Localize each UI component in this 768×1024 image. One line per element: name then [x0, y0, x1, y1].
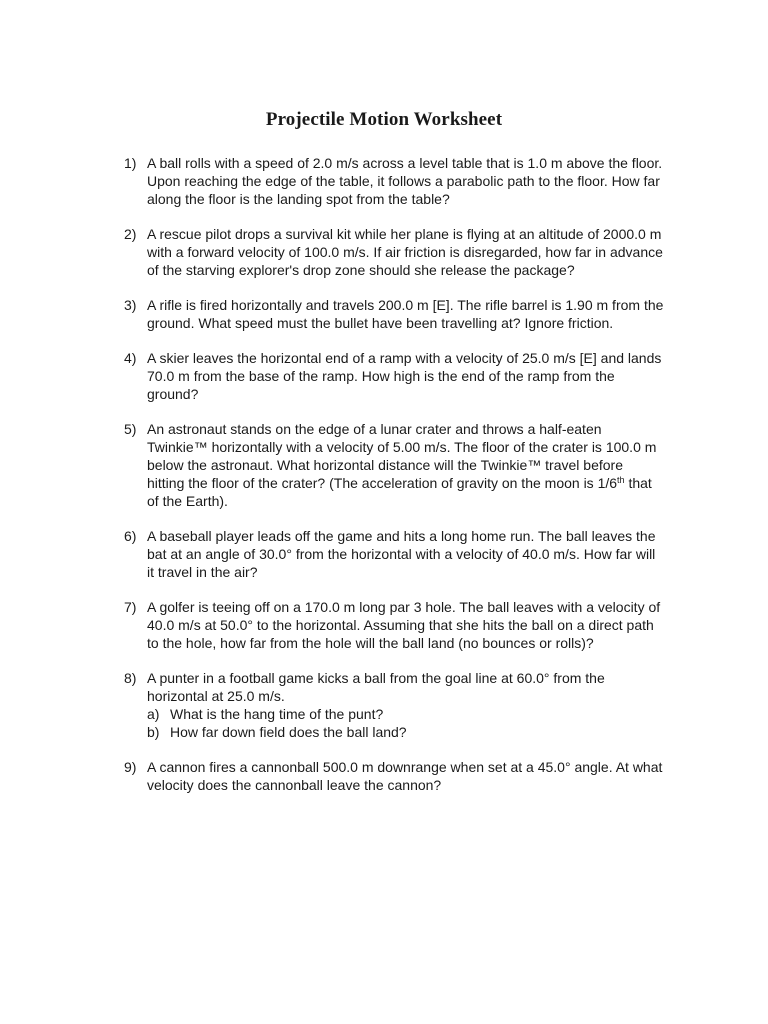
subpart-text: What is the hang time of the punt? [170, 706, 384, 722]
subpart-b [147, 723, 664, 741]
question-8 [124, 669, 664, 741]
question-6 [124, 527, 664, 581]
question-number: 1) [124, 155, 137, 171]
question-number: 8) [124, 670, 137, 686]
question-number: 5) [124, 421, 137, 437]
question-text-main: An astronaut stands on the edge of a lunar crater and throws a half-eaten Twinkie™ horizontally with a velocity of 5.00 m/s. The floor of the crater is 100.0 m below the astronaut. What horizontal distance will the Twinkie™ travel before hitting the floor of the crater? (The acceleration of gravity on the moon is 1/6 [147, 421, 657, 491]
question-text: A rescue pilot drops a survival kit while her plane is flying at an altitude of 2000.0 m with a forward velocity of 100.0 m/s. If air friction is disregarded, how far in advance of the starving explorer's drop zone should she release the package? [147, 226, 663, 278]
question-number: 3) [124, 297, 137, 313]
question-text-tail: that of the Earth). [147, 475, 652, 509]
question-number: 9) [124, 759, 137, 775]
subpart-a [147, 705, 664, 723]
question-2 [124, 225, 664, 279]
subpart-label: b) [147, 724, 160, 740]
question-number: 7) [124, 599, 137, 615]
question-7 [124, 598, 664, 652]
ordinal-superscript: th [617, 475, 625, 485]
question-text: A skier leaves the horizontal end of a ramp with a velocity of 25.0 m/s [E] and lands 70.0 m from the base of the ramp. How high is the end of the ramp from the ground? [147, 350, 662, 402]
question-text: A rifle is fired horizontally and travels 200.0 m [E]. The rifle barrel is 1.90 m from the ground. What speed must the bullet have been travelling at? Ignore friction. [147, 297, 664, 331]
question-text: A baseball player leads off the game and hits a long home run. The ball leaves the bat at an angle of 30.0° from the horizontal with a velocity of 40.0 m/s. How far will it travel in the air? [147, 528, 656, 580]
question-text: A golfer is teeing off on a 170.0 m long par 3 hole. The ball leaves with a velocity of 40.0 m/s at 50.0° to the horizontal. Assuming that she hits the ball on a direct path to the hole, how far from the hole will the ball land (no bounces or rolls)? [147, 599, 661, 651]
question-number: 6) [124, 528, 137, 544]
question-3 [124, 296, 664, 332]
subpart-label: a) [147, 706, 160, 722]
question-4 [124, 349, 664, 403]
question-5 [124, 420, 664, 510]
question-number: 4) [124, 350, 137, 366]
subpart-text: How far down field does the ball land? [170, 724, 407, 740]
question-number: 2) [124, 226, 137, 242]
page-title: Projectile Motion Worksheet [265, 109, 503, 130]
question-text [147, 420, 664, 510]
question-1 [124, 154, 664, 208]
question-text: A ball rolls with a speed of 2.0 m/s across a level table that is 1.0 m above the floor. Upon reaching the edge of the table, it follows a parabolic path to the floor. How far along the floor is the landing spot from the table? [147, 155, 663, 207]
question-text: A punter in a football game kicks a ball from the goal line at 60.0° from the horizontal at 25.0 m/s. [147, 670, 605, 704]
question-list [124, 154, 664, 811]
question-9 [124, 758, 664, 794]
question-text: A cannon fires a cannonball 500.0 m downrange when set at a 45.0° angle. At what velocity does the cannonball leave the cannon? [147, 759, 663, 793]
